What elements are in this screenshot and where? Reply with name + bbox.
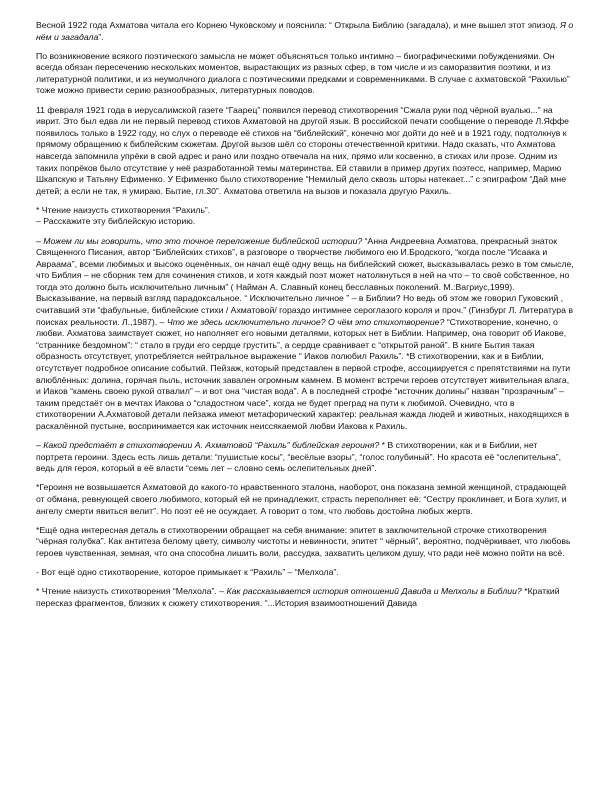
- text-run: * Чтение наизусть стихотворения “Рахиль”.: [36, 204, 211, 215]
- document-page: [36, 20, 576, 617]
- text-run-italic: Как рассказывается история отношений Давида и Мелхолы в Библии?: [226, 586, 522, 597]
- paragraph-10: [36, 567, 576, 579]
- paragraph-8: [36, 482, 576, 517]
- text-run: * Чтение наизусть стихотворения “Мелхола”. –: [36, 586, 227, 597]
- text-run: *Героиня не возвышается Ахматовой до какого-то нравственного эталона, наоборот, она показана земной женщиной, страдающей от обмана, ревнующей своего любимого, который ей не принадлежит, страсть переполняет её: “Сестру проклинает, и Бога хулит, и ангелу смерти явиться велит”. Но поэт её не осуждает. А говорит о том, что любовь достойна любых жертв.: [36, 482, 567, 516]
- text-run-italic: – Какой предстаёт в стихотворении А. Ахматовой “Рахиль” библейская героиня?: [36, 440, 380, 451]
- text-run: Весной 1922 года Ахматова читала его Корнею Чуковскому и пояснила: “ Открыла Библию (загадала), и мне вышел этот эпизод.: [36, 20, 560, 30]
- text-run: 11 февраля 1921 года в иерусалимской газете “Гаарец” появился перевод стихотворения “Сжала руки под чёрной вуалью...” на иврит. Это был едва ли не первый перевод стихов Ахматовой на другой язык. В российской печати сообщение о переводе Л.Яффе появилось только в 1922 году, но слух о переводе её стихов на “библейский”, конечно мог дойти до неё и в 1921 году, подтолкнув к прямому обращению к библейским сюжетам. Другой вызов шёл со стороны отечественной критики. Надо сказать, что Ахматова навсегда запомнила упрёки в свой адрес и рано или поздно отвечала на них, прямо или косвенно, в стихах или прозе. Одним из таких попрёков было отсутствие у неё разработанной темы материнства. Ей ставили в пример других поэтесс, например, Марию Шкапскую и Татьяну Ефименко. У Ефименко было стихотворение “Немилый дело сквозь шторы натекает...” с эпиграфом “Дай мне детей; а если не так, я умираю. Бытие, гл.30”. Ахматова ответила на вызов и показала другую Рахиль.: [36, 104, 569, 196]
- paragraph-1: [36, 20, 576, 43]
- text-run-italic: Я о нём и загадала: [36, 20, 574, 42]
- paragraph-9: [36, 525, 576, 560]
- text-run: По возникновение всякого поэтического замысла не может объясняться только интимно – биографическими побуждениями. Он всегда обязан пересечению нескольких моментов, вырастающих из разных сфер, в том числе и из саморазвития поэтики, и из литературной политики, и из неумолчного диалога с поэтическими предками и современниками. В случае с ахматовской “Рахилью” тоже можно привести серию разнообразных, литературных поводов.: [36, 50, 570, 96]
- text-run-italic: – Можем ли мы говорить, что это точное переложение библейской истории?: [36, 235, 363, 246]
- text-run: *Ещё одна интересная деталь в стихотворении обращает на себя внимание: эпитет в заключительной строчке стихотворения “чёрная голубка”. Как антитеза белому цвету, символу чистоты и невинности, эпитет “ чёрный”, вероятно, подчёркивает, что любовь героев чувственная, земная, что она способна лишить воли, рассудка, захватить целиком душу, что ради неё можно пойти на всё.: [36, 524, 571, 558]
- text-run: “Стихотворение, конечно, о любви. Ахматова заимствует сюжет, но наполняет его новыми деталями, которых нет в Библии. Например, она говорит об Иакове, “страннике бездомном”: “ стало в груди его сердце грустить”, а сердце сравнивает с “открытой раной”. В книге Бытия такая образность отсутствует, употребляется нейтральное выражение “ Иаков полюбил Рахиль”. *В стихотворении, как и в Библии, отсутствует подробное описание событий. Пейзаж, который представлен в первой строфе, ассоциируется с препятствиями на пути влюблённых: долина, горячая пыль, источник завален огромным камнем. В момент встречи героев отсутствует живительная влага, и Иаков “камень своею рукой отвалил” – и вот она “чистая вода”. А в последней строфе “источник долины” назван “прозрачным” – таким предстаёт он в мечтах Иакова о “сладостном часе”, когда не будет преград на пути к любимой. Очевидно, что в стихотворении А.Ахматовой детали пейзажа имеют метафорический характер: реальная жажда людей и животных, находящихся в раскалённой пустыне, воспринимается как источник неиссякаемой любви Иакова к Рахиль.: [36, 316, 571, 431]
- text-run: – Расскажите эту библейскую историю.: [36, 216, 196, 227]
- paragraph-3: [36, 105, 576, 198]
- paragraph-4: [36, 205, 576, 217]
- text-run: * В стихотворении, как и в Библии, нет портрета героини. Здесь есть лишь детали: “пушистые косы”, “весёлые взоры”, “голос голубиный”. Но красота её “ослепительна”, ведь для героя, который в её власти “семь лет – словно семь ослепительных дней”.: [36, 440, 562, 474]
- paragraph-5: [36, 216, 576, 228]
- text-run-italic: Что же здесь исключительно личное? О чём это стихотворение?: [166, 316, 445, 327]
- text-run: *Краткий пересказ фрагментов, близких к сюжету стихотворения. “...История взаимоотношений Давида: [36, 586, 560, 608]
- text-run: - Вот ещё одно стихотворение, которое примыкает к “Рахиль” – “Мелхола”.: [36, 566, 339, 577]
- text-run: ”.: [98, 31, 104, 42]
- paragraph-6: [36, 236, 576, 433]
- text-run: “Анна Андреевна Ахматова, прекрасный знаток Священного Писания, автор “Библейских стихов”, в разговоре о творчестве любимого ею И.Бродского, “когда после “Исаака и Авраама”, всеми любимых и высоко оценённых, он начал ещё одну вещь на библейский сюжет, высказывалась резко в том смысле, что Библия – не сборник тем для сочинения стихов, и хотя каждый поэт может натолкнуться в ней на что – то своё собственное, но тогда это должно быть исключительно личным” ( Найман А. Славный конец бесславных поколений. М.:Вагриус,1999). Высказывание, на первый взгляд парадоксальное. “ Исключительно личное ” – в Библии? Но ведь об этом же говорил Гуковский , считавший эти “фабульные, библейские стихи / Ахматовой/ гораздо интимнее сероглазого короля и проч.” (Гинзбург Л. Литература в поисках реальности. Л.,1987). –: [36, 235, 574, 327]
- paragraph-11: [36, 586, 576, 609]
- paragraph-7: [36, 440, 576, 475]
- paragraph-2: [36, 51, 576, 97]
